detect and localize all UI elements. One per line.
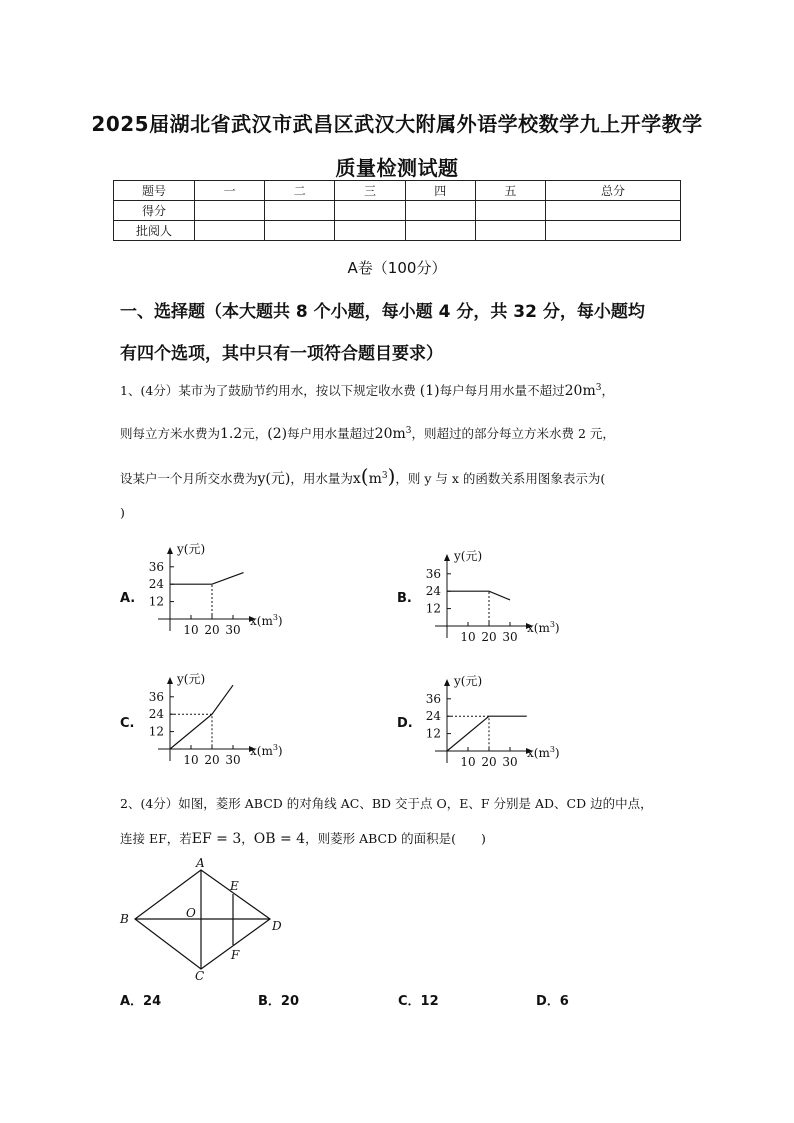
header-cell: 题号 xyxy=(114,181,195,201)
graph-d-y-tick-label: 24 xyxy=(425,709,441,724)
q1-exp3: 3 xyxy=(381,470,388,481)
q1-line3-a: 设某户一个月所交水费为 xyxy=(120,471,258,486)
graph-c-y-tick-label: 12 xyxy=(148,724,164,739)
q1-rule1-val: 20m xyxy=(564,383,596,399)
q1-option-b-label[interactable]: B. xyxy=(397,591,412,606)
q2-line2 xyxy=(120,829,486,847)
q2-ob: OB = 4 xyxy=(253,831,306,847)
graph-b-y-arrow xyxy=(444,554,450,561)
q1-line4: ) xyxy=(120,505,125,520)
row-label: 批阅人 xyxy=(114,221,195,241)
q1-option-c-label[interactable]: C. xyxy=(120,716,135,731)
header-cell: 五 xyxy=(475,181,545,201)
graph-d-x-tick-label: 20 xyxy=(481,755,497,769)
q1-option-d-label[interactable]: D. xyxy=(397,716,413,731)
rhombus-figure xyxy=(110,850,300,985)
q1-rule2-val: 20m xyxy=(374,426,406,442)
header-cell: 四 xyxy=(405,181,475,201)
graph-d-y-arrow xyxy=(444,679,450,686)
q1-exp2: 3 xyxy=(405,425,412,436)
graph-a-x-label: $x(m^3)$ xyxy=(250,613,283,628)
graph-b-y-tick-label: 36 xyxy=(425,566,441,581)
header-cell: 总分 xyxy=(546,181,681,201)
label-e: E xyxy=(230,879,239,893)
graph-c-x-tick-label: 20 xyxy=(204,753,220,767)
graph-c-x-tick-label: 10 xyxy=(183,753,199,767)
q1-rule2-text: 每户用水量超过 xyxy=(287,426,375,441)
graph-d-series-line xyxy=(447,716,527,751)
q1-y-var: y(元) xyxy=(257,471,291,487)
q1-line3-b: ，用水量为 xyxy=(290,471,353,486)
graph-c-x-tick-label: 30 xyxy=(225,753,241,767)
header-cell: 三 xyxy=(335,181,405,201)
part1-heading-line1: 一、选择题（本大题共 8 个小题，每小题 4 分，共 32 分，每小题均 xyxy=(120,302,645,322)
label-d: D xyxy=(272,919,282,933)
header-cell: 二 xyxy=(265,181,335,201)
graph-c-series-line xyxy=(170,685,233,749)
graph-b-y-tick-label: 24 xyxy=(425,584,441,599)
header-cell: 一 xyxy=(195,181,265,201)
graph-c-y-label: y(元) xyxy=(177,672,206,686)
graph-b-y-tick-label: 12 xyxy=(425,601,441,616)
q1-line2-b: 元， xyxy=(242,426,268,441)
graph-b-x-label: $x(m^3)$ xyxy=(527,620,560,635)
graph-d-y-tick-label: 12 xyxy=(425,726,441,741)
q1-exp: 3 xyxy=(595,382,602,393)
q2-sep: ， xyxy=(241,831,254,846)
graph-a-y-tick-label: 36 xyxy=(148,559,164,574)
q1-price: 1.2 xyxy=(220,426,243,442)
graph-b-x-tick-label: 10 xyxy=(460,630,476,644)
q1-line2-c: ，则超过的部分每立方米水费 2 元， xyxy=(411,426,615,441)
q2-ef: EF = 3 xyxy=(191,831,242,847)
graph-d-x-label: $x(m^3)$ xyxy=(527,745,560,760)
graph-a-series-line xyxy=(170,573,244,585)
graph-a-x-tick-label: 20 xyxy=(204,623,220,637)
q1-rule2-num: (2) xyxy=(267,426,288,442)
q1-line2-a: 则每立方米水费为 xyxy=(120,426,221,441)
graph-b-y-label: y(元) xyxy=(454,549,483,563)
graph-a-y-arrow xyxy=(167,547,173,554)
q1-rule1-num: (1) xyxy=(419,383,440,399)
graph-b-series-line xyxy=(447,591,510,600)
q2-option-d[interactable]: D．6 xyxy=(536,994,569,1009)
graph-a-x-tick-label: 30 xyxy=(225,623,241,637)
q1-line3-c: ，则 y 与 x 的函数关系用图象表示为( xyxy=(395,471,606,486)
graph-d-y-label: y(元) xyxy=(454,674,483,688)
graph-c-y-tick-label: 36 xyxy=(148,689,164,704)
q1-rule1-text: 每户每月用水量不超过 xyxy=(439,383,565,398)
graph-d-x-tick-label: 10 xyxy=(460,755,476,769)
q2-line1: 2、(4分）如图，菱形 ABCD 的对角线 AC、BD 交于点 O，E、F 分别是 AD、CD 边的中点， xyxy=(120,796,653,811)
graph-c-y-arrow xyxy=(167,677,173,684)
q1-x-unit: m xyxy=(368,471,382,487)
graph-c-x-label: $x(m^3)$ xyxy=(250,743,283,758)
label-a: A xyxy=(196,856,205,870)
part1-heading-line2: 有四个选项，其中只有一项符合题目要求） xyxy=(120,344,443,364)
label-c: C xyxy=(195,969,205,983)
graph-b-x-tick-label: 30 xyxy=(502,630,518,644)
graph-d-x-tick-label: 30 xyxy=(502,755,518,769)
graph-d-y-tick-label: 36 xyxy=(425,691,441,706)
graph-a-y-label: y(元) xyxy=(177,542,206,556)
q1-comma: ， xyxy=(601,383,614,398)
graph-b-x-tick-label: 20 xyxy=(481,630,497,644)
q1-option-a-label[interactable]: A. xyxy=(120,591,136,606)
graph-a-y-tick-label: 24 xyxy=(148,577,164,592)
label-o: O xyxy=(186,906,196,920)
page-title-line2: 质量检测试题 xyxy=(335,156,459,180)
graph-a-x-tick-label: 10 xyxy=(183,623,199,637)
q1-x-var: x xyxy=(352,471,361,487)
label-f: F xyxy=(231,948,240,962)
row-label: 得分 xyxy=(114,201,195,221)
q2-option-a[interactable]: A．24 xyxy=(120,994,162,1009)
graph-c-y-tick-label: 24 xyxy=(148,707,164,722)
q2-option-b[interactable]: B．20 xyxy=(258,994,299,1009)
q2-line2-b: ，则菱形 ABCD 的面积是( ) xyxy=(305,831,486,846)
q2-line2-a: 连接 EF，若 xyxy=(120,831,192,846)
label-b: B xyxy=(120,912,129,926)
q1-line3: 设某户一个月所交水费为y(元)，用水量为$x(m^3)$，则 y 与 x 的函数关系用图象表示为( xyxy=(120,464,606,488)
page-title-line1: 2025届湖北省武汉市武昌区武汉大附属外语学校数学九上开学教学 xyxy=(91,112,703,136)
q2-option-c[interactable]: C．12 xyxy=(398,994,439,1009)
graph-a-y-tick-label: 12 xyxy=(148,594,164,609)
section-a-heading: A卷（100分） xyxy=(347,259,447,277)
q1-prefix: 1、(4分）某市为了鼓励节约用水，按以下规定收水费 xyxy=(120,383,416,398)
